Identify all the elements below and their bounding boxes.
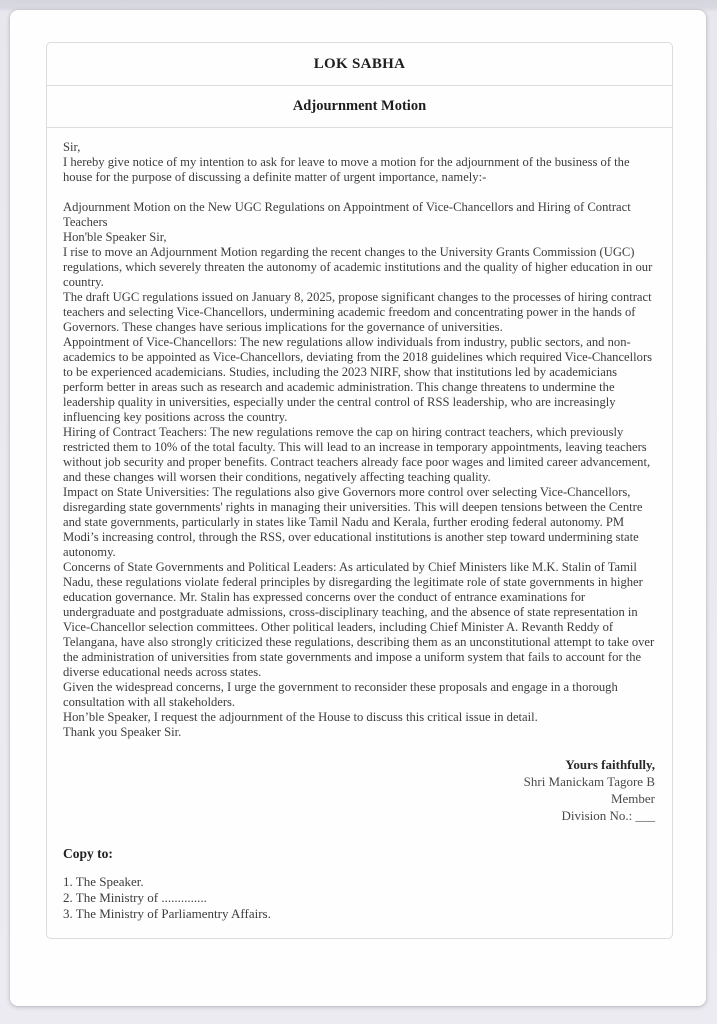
signature-role: Member — [610, 791, 655, 806]
letter-card — [46, 42, 673, 939]
signature-division-number: Division No.: ___ — [561, 808, 655, 823]
text-line: Concerns of State Governments and Political Leaders: As articulated by Chief Ministers like M.K. Stalin of Tamil Nadu, these regulations violate federal principles by disregarding the legitimate role of state governments in higher education governance. Mr. Stalin has expressed concerns over the conduct of entrance examinations for undergraduate and postgraduate admissions, cross-disciplinary teaching, and the absence of state representation in Vice-Chancellor selection committees. Other political leaders, including Chief Minister A. Revanth Reddy of Telangana, have also strongly criticized these regulations, describing them as an unconstitutional attempt to take over the administration of universities from state governments and impose a uniform system that fails to account for the diverse educational needs across states. — [63, 560, 655, 679]
text-line: 1. The Speaker. — [63, 874, 144, 889]
letter-paragraphs — [63, 140, 657, 740]
text-line: I rise to move an Adjournment Motion regarding the recent changes to the University Grants Commission (UGC) regulations, which severely threaten the autonomy of academic institutions and the quality of higher education in our country. — [63, 245, 653, 289]
text-line: 3. The Ministry of Parliamentry Affairs. — [63, 906, 271, 921]
text-line: Thank you Speaker Sir. — [63, 725, 182, 739]
text-line: Hon'ble Speaker Sir, — [63, 230, 167, 244]
text-line: Sir, — [63, 140, 81, 154]
signature-block — [63, 756, 657, 824]
signature-closing: Yours faithfully, — [565, 757, 655, 772]
text-line: Hon’ble Speaker, I request the adjournment of the House to discuss this critical issue in detail. — [63, 710, 538, 724]
text-line: Adjournment Motion on the New UGC Regulations on Appointment of Vice-Chancellors and Hiring of Contract Teachers — [63, 200, 631, 229]
text-line: Appointment of Vice-Chancellors: The new regulations allow individuals from industry, public sectors, and non-academics to be appointed as Vice-Chancellors, deviating from the 2018 guidelines which required Vice-Chancellors to be experienced academicians. Studies, including the 2023 NIRF, show that institutions led by academicians perform better in areas such as research and academic administration. This change threatens to undermine the leadership quality in universities, especially under the central control of RSS leadership, who are increasingly influencing key positions across the country. — [63, 335, 653, 424]
house-title: LOK SABHA — [47, 43, 672, 86]
text-line: Hiring of Contract Teachers: The new regulations remove the cap on hiring contract teachers, which previously restricted them to 10% of the total faculty. This will lead to an increase in temporary appointments, leaving teachers without job security and proper benefits. Contract teachers already face poor wages and limited career advancement, and these changes will worsen their conditions, negatively affecting teaching quality. — [63, 425, 651, 484]
text-line: Given the widespread concerns, I urge the government to reconsider these proposals and engage in a thorough consultation with all stakeholders. — [63, 680, 618, 709]
text-line — [63, 185, 657, 200]
text-line: The draft UGC regulations issued on January 8, 2025, propose significant changes to the processes of hiring contract teachers and selecting Vice-Chancellors, undermining academic freedom and concentrating power in the hands of Governors. These changes have serious implications for the governance of universities. — [63, 290, 652, 334]
motion-title: Adjournment Motion — [47, 86, 672, 128]
copy-to-list — [63, 874, 657, 922]
text-line: 2. The Ministry of .............. — [63, 890, 207, 905]
copy-to-label: Copy to: — [63, 846, 113, 861]
text-line: Impact on State Universities: The regulations also give Governors more control over selecting Vice-Chancellors, disregarding state governments' rights in managing their universities. This will deepen tensions between the Centre and state governments, particularly in states like Tamil Nadu and Kerala, further eroding federal autonomy. PM Modi’s increasing control, through the RSS, over educational institutions is another step toward undermining state autonomy. — [63, 485, 643, 559]
letter-body — [47, 128, 672, 938]
document-page — [10, 10, 706, 1006]
signature-name: Shri Manickam Tagore B — [523, 774, 655, 789]
text-line: I hereby give notice of my intention to ask for leave to move a motion for the adjournment of the business of the house for the purpose of discussing a definite matter of urgent importance, namely:- — [63, 155, 630, 184]
